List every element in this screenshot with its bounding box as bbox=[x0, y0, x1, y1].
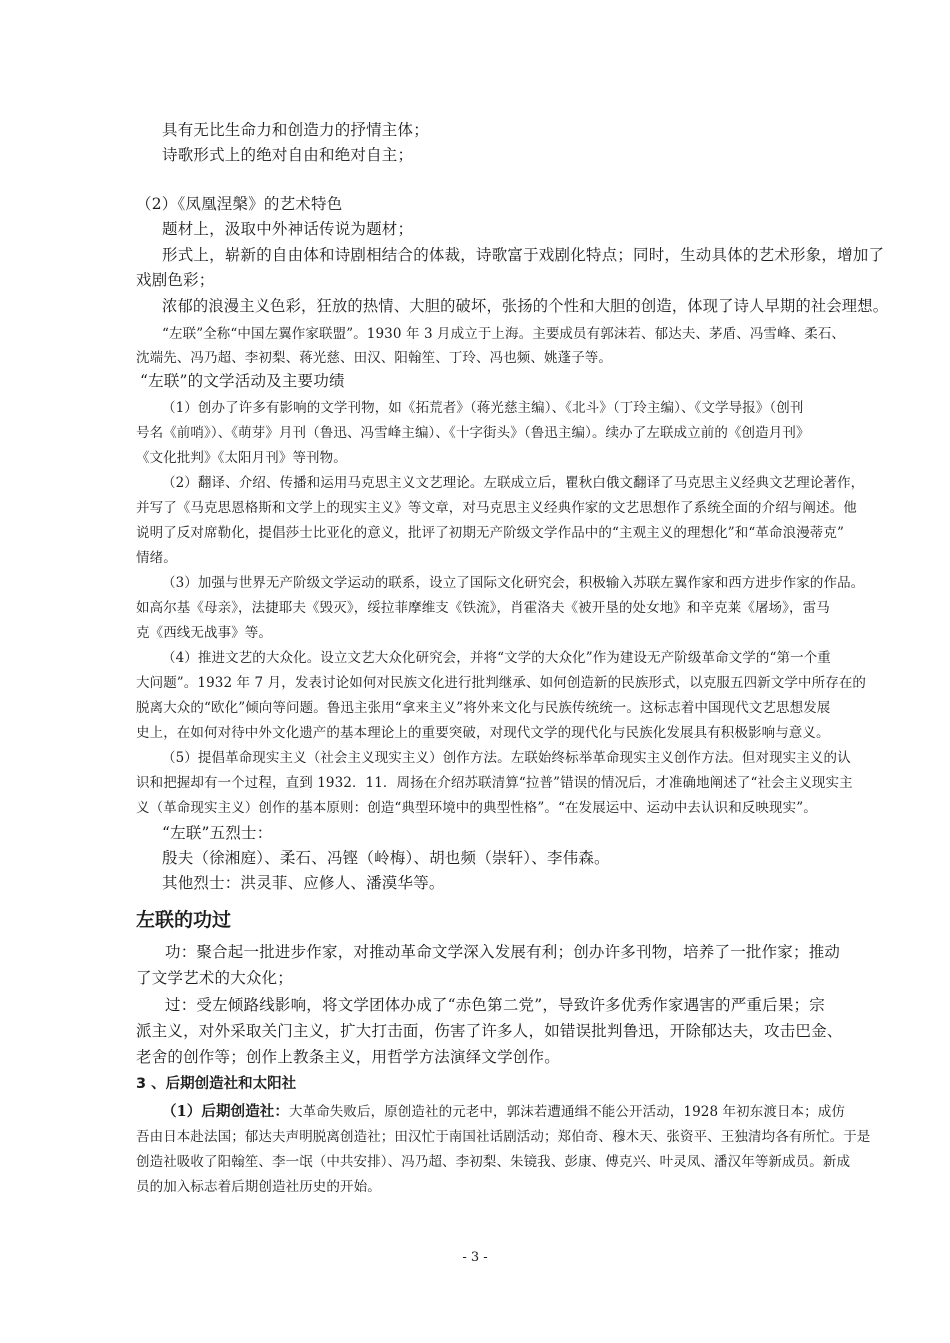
text-line: 《文化批判》《太阳月刊》等刊物。 bbox=[136, 450, 347, 466]
text-line: 大问题”。1932 年 7 月，发表讨论如何对民族文化进行批判继承、如何创造新的民族形式，以克服五四新文学中所存在的 bbox=[136, 675, 867, 691]
text-line: 脱离大众的“欧化”倾向等问题。鲁迅主张用“拿来主义”将外来文化与民族传统统一。这标志着中国现代文艺思想发展 bbox=[136, 700, 831, 716]
text-line: “左联”全称“中国左翼作家联盟”。1930 年 3 月成立于上海。主要成员有郭沫若、郁达夫、茅盾、冯雪峰、柔石、 bbox=[162, 326, 846, 342]
text-line: 识和把握却有一个过程，直到 1932．11．周扬在介绍苏联清算“拉普”错误的情况后，才准确地阐述了“社会主义现实主 bbox=[136, 775, 853, 791]
text-line: 创造社吸收了阳翰笙、李一氓（中共安排）、冯乃超、李初梨、朱镜我、彭康、傅克兴、叶灵凤、潘汉年等新成员。新成 bbox=[136, 1154, 851, 1170]
text-line: 殷夫（徐湘庭）、柔石、冯铿（岭梅）、胡也频（崇轩）、李伟森。 bbox=[162, 849, 610, 867]
text-line: 了文学艺术的大众化； bbox=[136, 969, 294, 987]
text-line: 沈端先、冯乃超、李初梨、蒋光慈、田汉、阳翰笙、丁玲、冯也频、姚蓬子等。 bbox=[136, 350, 612, 366]
section-subtitle: 3 、后期创造社和太阳社 bbox=[136, 1076, 297, 1092]
text-line: 情绪。 bbox=[136, 550, 177, 566]
text-line: （2）翻译、介绍、传播和运用马克思主义文艺理论。左联成立后，瞿秋白俄文翻译了马克思主义经典文艺理论著作， bbox=[162, 475, 865, 491]
text-line: “左联”五烈士： bbox=[162, 824, 273, 842]
text-line bbox=[162, 1100, 845, 1121]
text-line: 形式上，崭新的自由体和诗剧相结合的体裁，诗歌富于戏剧化特点；同时，生动具体的艺术形象，增加了 bbox=[162, 246, 885, 264]
text-line: 员的加入标志着后期创造社历史的开始。 bbox=[136, 1179, 381, 1195]
term-text: 大革命失败后，原创造社的元老中，郭沫若遭通缉不能公开活动，1928 年初东渡日本；成仿 bbox=[289, 1104, 845, 1120]
page-number: - 3 - bbox=[462, 1250, 488, 1265]
text-line: 派主义，对外采取关门主义，扩大打击面，伤害了许多人，如错误批判鲁迅，开除郁达夫，攻击巴金、 bbox=[136, 1022, 843, 1040]
text-line: 题材上，汲取中外神话传说为题材； bbox=[162, 220, 414, 238]
text-line: （3）加强与世界无产阶级文学运动的联系，设立了国际文化研究会，积极输入苏联左翼作家和西方进步作家的作品。 bbox=[162, 575, 865, 591]
section-subtitle: （2）《凤凰涅槃》的艺术特色 bbox=[136, 195, 343, 213]
text-line: 浓郁的浪漫主义色彩，狂放的热情、大胆的破坏，张扬的个性和大胆的创造，体现了诗人早期的社会理想。 bbox=[162, 297, 889, 315]
text-line: 戏剧色彩； bbox=[136, 271, 215, 289]
text-line: 其他烈士：洪灵菲、应修人、潘漠华等。 bbox=[162, 874, 445, 892]
text-line: 过：受左倾路线影响，将文学团体办成了“赤色第二党”，导致许多优秀作家遇害的严重后果；宗 bbox=[165, 996, 825, 1014]
text-line: 具有无比生命力和创造力的抒情主体； bbox=[162, 121, 429, 139]
section-heading: 左联的功过 bbox=[136, 909, 232, 931]
text-line: 说明了反对席勒化，提倡莎士比亚化的意义，批评了初期无产阶级文学作品中的“主观主义的理想化”和“革命浪漫蒂克” bbox=[136, 525, 845, 541]
text-line: 老舍的创作等；创作上教条主义，用哲学方法演绎文学创作。 bbox=[136, 1048, 560, 1066]
text-line: 克《西线无战事》等。 bbox=[136, 625, 272, 641]
text-line: （5）提倡革命现实主义（社会主义现实主义）创作方法。左联始终标举革命现实主义创作方法。但对现实主义的认 bbox=[162, 750, 851, 766]
text-line: 诗歌形式上的绝对自由和绝对自主； bbox=[162, 146, 414, 164]
text-line: 义（革命现实主义）创作的基本原则：创造“典型环境中的典型性格”。“在发展运中、运动中去认识和反映现实”。 bbox=[136, 800, 817, 816]
text-line: 功：聚合起一批进步作家，对推动革命文学深入发展有利；创办许多刊物，培养了一批作家；推动 bbox=[165, 943, 841, 961]
text-line: 并写了《马克思恩格斯和文学上的现实主义》等文章，对马克思主义经典作家的文艺思想作了系统全面的介绍与阐述。他 bbox=[136, 500, 857, 516]
text-line: 吾由日本赴法国；郁达夫声明脱离创造社；田汉忙于南国社话剧活动；郑伯奇、穆木天、张资平、王独清均各有所忙。于是 bbox=[136, 1129, 871, 1145]
text-line: （4）推进文艺的大众化。设立文艺大众化研究会，并将“文学的大众化”作为建设无产阶级革命文学的“第一个重 bbox=[162, 650, 831, 666]
term-label: （1）后期创造社： bbox=[162, 1103, 289, 1120]
text-line: 史上，在如何对待中外文化遗产的基本理论上的重要突破，对现代文学的现代化与民族化发展具有积极影响与意义。 bbox=[136, 725, 830, 741]
text-line: 号名《前哨》）、《萌芽》月刊（鲁迅、冯雪峰主编）、《十字街头》（鲁迅主编）。续办了左联成立前的《创造月刊》 bbox=[136, 425, 810, 441]
text-line: 如高尔基《母亲》，法捷耶夫《毁灭》，绥拉菲摩维支《铁流》，肖霍洛夫《被开垦的处女地》和辛克莱《屠场》，雷马 bbox=[136, 600, 830, 616]
section-subtitle: “左联”的文学活动及主要功绩 bbox=[140, 372, 345, 390]
text-line: （1）创办了许多有影响的文学刊物，如《拓荒者》（蒋光慈主编）、《北斗》（丁玲主编）、《文学导报》（创刊 bbox=[162, 400, 804, 416]
